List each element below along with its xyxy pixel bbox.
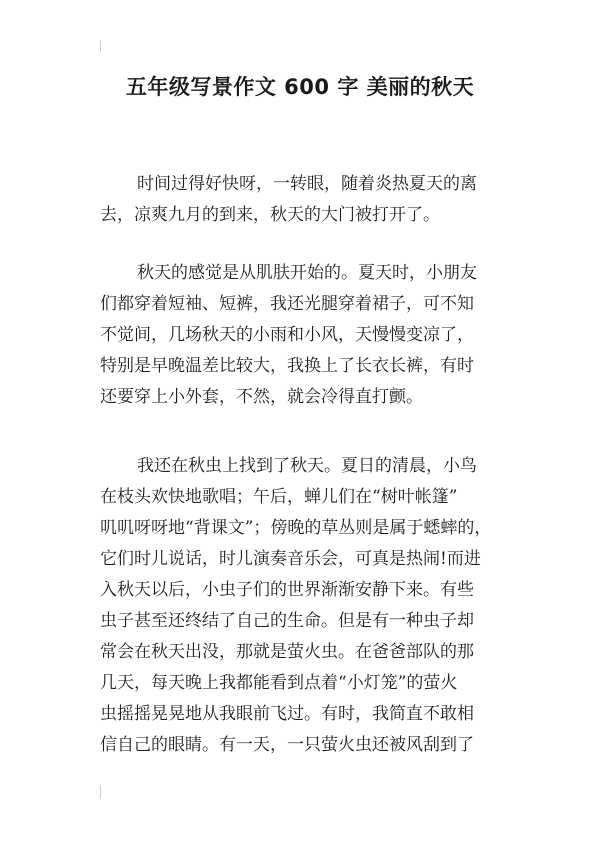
paragraph-line: 信自己的眼睛。有一天，一只萤火虫还被风刮到了 [100, 735, 474, 755]
paragraph-line: 虫摇摇晃晃地从我眼前飞过。有时，我简直不敢相 [100, 704, 474, 724]
paragraph-line: 入秋天以后，小虫子们的世界渐渐安静下来。有些 [100, 580, 474, 600]
paragraph-line: 们都穿着短袖、短裤，我还光腿穿着裙子，可不知 [100, 294, 474, 314]
paragraph-line: 不觉间，几场秋天的小雨和小风，天慢慢变凉了， [100, 325, 474, 345]
paragraph-line: 它们时儿说话，时儿演奏音乐会，可真是热闹!而进 [100, 549, 481, 569]
paragraph-2 [100, 258, 508, 413]
paragraph-line: 常会在秋天出没，那就是萤火虫。在爸爸部队的那 [100, 642, 474, 662]
paragraph-line: 去，凉爽九月的到来，秋天的大门被打开了。 [100, 205, 440, 225]
paragraph-line: 时间过得好快呀，一转眼，随着炎热夏天的离 [137, 174, 477, 194]
paragraph-line: 我还在秋虫上找到了秋天。夏日的清晨，小鸟 [137, 456, 477, 476]
page-corner-mark-bottom [100, 786, 101, 798]
paragraph-line: 叽叽呀呀地“背课文”；傍晚的草丛则是属于蟋蟀的， [100, 518, 492, 538]
paragraph-line: 虫子甚至还终结了自己的生命。但是有一种虫子却 [100, 611, 474, 631]
paragraph-line: 特别是早晚温差比较大，我换上了长衣长裤，有时 [100, 356, 474, 376]
paragraph-line: 几天，每天晚上我都能看到点着“小灯笼”的萤火 [100, 673, 458, 693]
paragraph-line: 还要穿上小外套，不然，就会冷得直打颤。 [100, 387, 423, 407]
paragraph-line: 在枝头欢快地歌唱；午后，蝉儿们在“树叶帐篷” [100, 487, 458, 507]
paragraph-3 [100, 451, 508, 761]
paragraph-1 [100, 169, 508, 231]
document-title: 五年级写景作文 600 字 美丽的秋天 [125, 75, 475, 99]
paragraph-line: 秋天的感觉是从肌肤开始的。夏天时，小朋友 [137, 263, 477, 283]
page-corner-mark-top [100, 40, 101, 52]
